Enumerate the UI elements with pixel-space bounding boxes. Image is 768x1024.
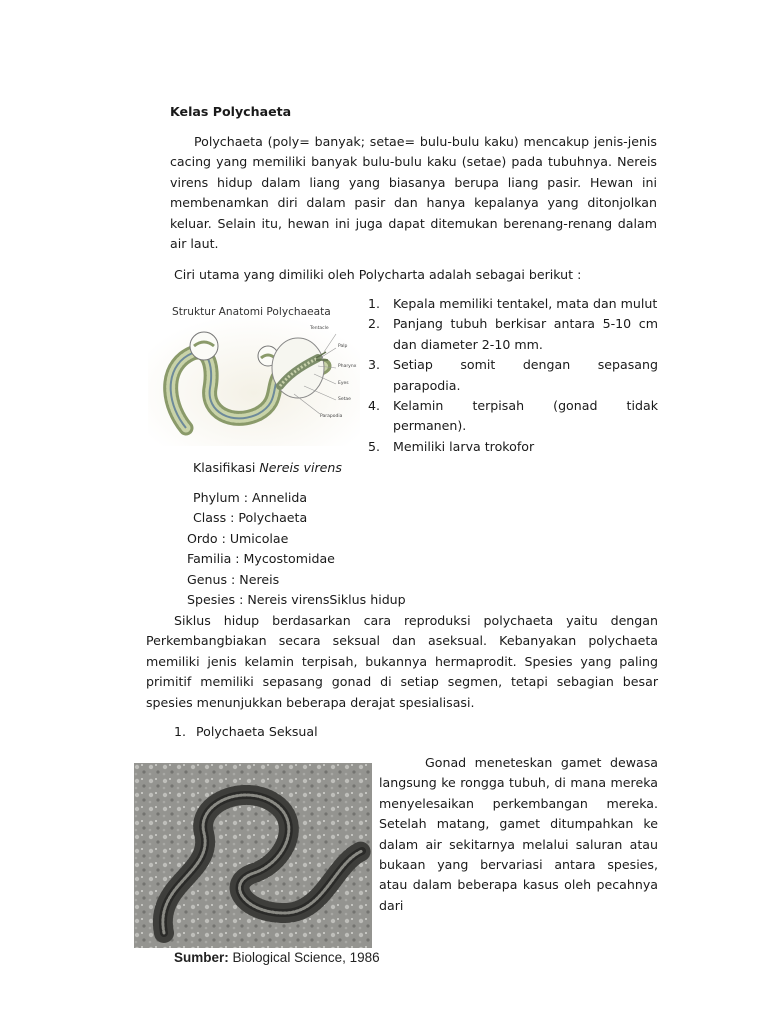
anatomy-label: Tentacle bbox=[310, 326, 329, 331]
list-item bbox=[368, 437, 658, 457]
photo-source-text: Biological Science, 1986 bbox=[232, 950, 380, 965]
list-text: Kepala memiliki tentakel, mata dan mulut bbox=[393, 296, 658, 311]
classification-title bbox=[193, 458, 342, 478]
anatomy-label: Eyes bbox=[338, 381, 349, 386]
section-heading: Kelas Polychaeta bbox=[170, 104, 292, 119]
taxonomy-row: Phylum : Annelida bbox=[193, 490, 308, 505]
figure-caption: Struktur Anatomi Polychaeata bbox=[172, 306, 331, 318]
taxonomy-row: Familia : Mycostomidae bbox=[187, 551, 335, 566]
polychaete-anatomy-illustration bbox=[148, 296, 360, 446]
subsection-title: Polychaeta Seksual bbox=[196, 724, 318, 739]
list-number: 5. bbox=[368, 438, 381, 454]
list-number: 3. bbox=[368, 357, 381, 373]
classification-title-species: Nereis virens bbox=[259, 460, 342, 475]
sexual-reproduction-paragraph: Gonad meneteskan gamet dewasa langsung ke rongga tubuh, di mana mereka menyelesaikan perkembangan mereka. Setelah matang, gamet ditumpahkan ke dalam air sekitarnya melalui saluran atau bukaan yang bervariasi antara spesies, atau dalam beberapa kasus oleh pecahnya dari bbox=[379, 755, 658, 913]
taxonomy-row: Ordo : Umicolae bbox=[187, 531, 289, 546]
intro-paragraph: Polychaeta (poly= banyak; setae= bulu-bulu kaku) mencakup jenis-jenis cacing yang memiliki banyak bulu-bulu kaku (setae) pada tubuhnya. Nereis virens hidup dalam liang yang biasanya berupa liang pasir. Hewan ini membenamkan diri dalam pasir dan hanya kepalanya yang ditonjolkan keluar. Selain itu, hewan ini juga dapat ditemukan berenang-renang dalam air laut. bbox=[170, 134, 657, 252]
anatomy-figure bbox=[148, 296, 360, 446]
subsection-number: 1. bbox=[174, 724, 187, 739]
list-text: Memiliki larva trokofor bbox=[393, 438, 535, 454]
list-item bbox=[368, 314, 658, 355]
anatomy-label: Palp bbox=[338, 344, 348, 349]
classification-title-prefix: Klasifikasi bbox=[193, 460, 256, 475]
anatomy-label: Pharynx bbox=[338, 364, 357, 369]
taxonomy-row: Genus : Nereis bbox=[187, 572, 280, 587]
lifecycle-paragraph: Siklus hidup berdasarkan cara reproduksi polychaeta yaitu dengan Perkembangbiakan secara seksual dan aseksual. Kebanyakan polychaeta memiliki jenis kelamin terpisah, bukannya hermaprodit. Spesies yang paling primitif memiliki sepasang gonad di setiap segmen, tetapi sebagian besar spesies menunjukkan beberapa derajat spesialisasi. bbox=[146, 613, 658, 710]
worm-photo bbox=[134, 763, 372, 948]
characteristics-intro: Ciri utama yang dimiliki oleh Polycharta adalah sebagai berikut : bbox=[174, 267, 582, 282]
list-number: 4. bbox=[368, 398, 381, 414]
characteristics-list bbox=[368, 294, 658, 457]
subsection-heading bbox=[174, 722, 318, 742]
anatomy-label: Setae bbox=[338, 397, 351, 402]
nereis-photo-illustration bbox=[134, 763, 372, 948]
list-number: 1. bbox=[368, 296, 381, 311]
list-number: 2. bbox=[368, 316, 381, 332]
list-item bbox=[368, 355, 658, 396]
photo-source bbox=[174, 950, 380, 965]
taxonomy-row: Class : Polychaeta bbox=[193, 510, 308, 525]
taxonomy-row: Spesies : Nereis virensSiklus hidup bbox=[187, 592, 406, 607]
list-item bbox=[368, 294, 658, 314]
anatomy-label: Parapodia bbox=[320, 414, 343, 419]
list-item bbox=[368, 396, 658, 437]
list-text: Setiap somit dengan sepasang parapodia. bbox=[393, 357, 658, 393]
list-text: Kelamin terpisah (gonad tidak permanen). bbox=[393, 398, 658, 434]
list-text: Panjang tubuh berkisar antara 5-10 cm dan diameter 2-10 mm. bbox=[393, 316, 658, 352]
photo-source-label: Sumber: bbox=[174, 950, 229, 965]
